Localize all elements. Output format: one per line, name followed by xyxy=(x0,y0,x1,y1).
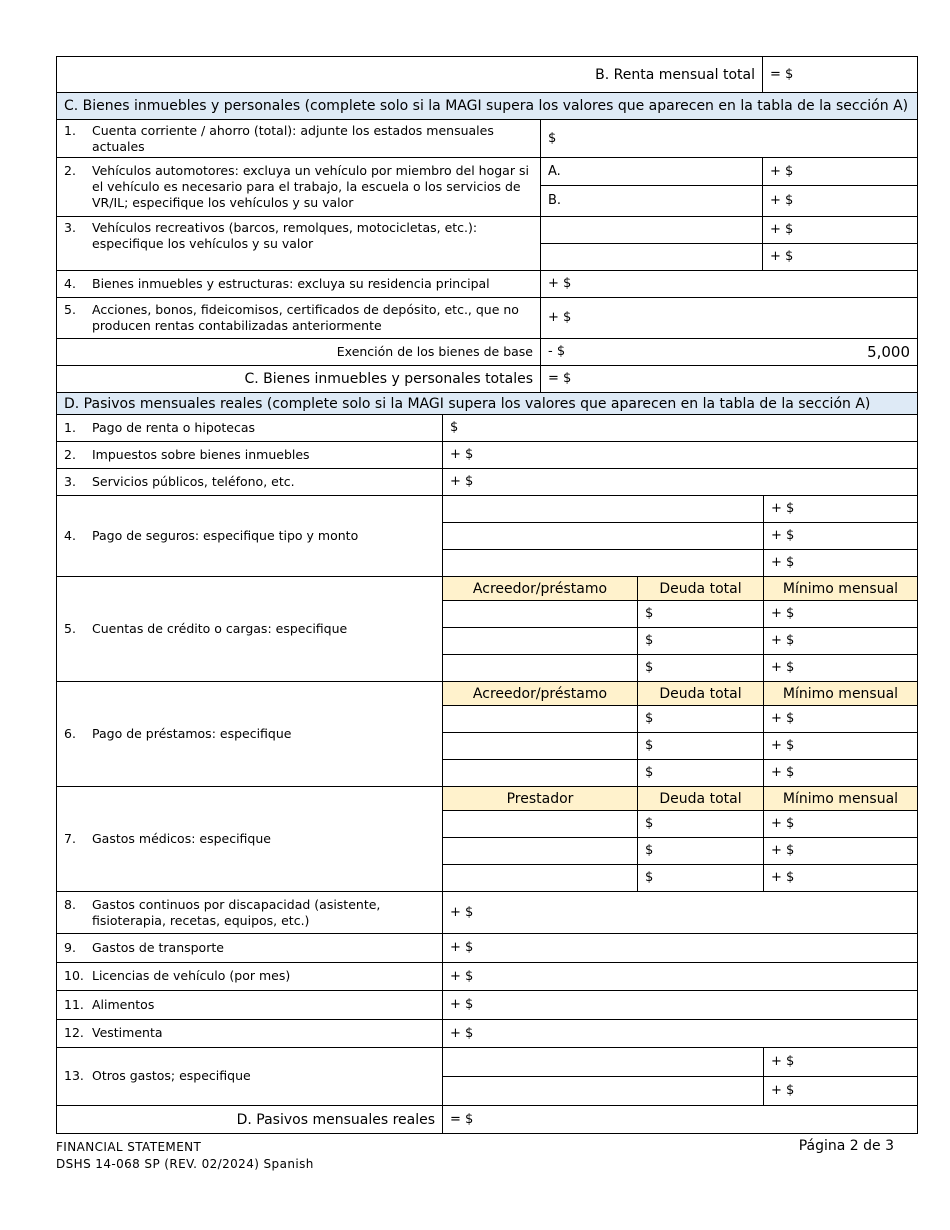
medical-provider-3[interactable] xyxy=(443,865,638,892)
exemption-amount: 5,000 xyxy=(867,343,911,361)
other-expense-amount-1[interactable]: + $ xyxy=(764,1048,918,1077)
liability-item-13: 13. Otros gastos; especifique xyxy=(57,1048,443,1106)
liability-item-7: 7. Gastos médicos: especifique xyxy=(57,787,443,892)
vehicle-b-value[interactable]: + $ xyxy=(763,186,918,217)
liability-item-4: 4. Pago de seguros: especifique tipo y monto xyxy=(57,496,443,577)
liability-1-field[interactable]: $ xyxy=(443,415,918,442)
liability-10-field[interactable]: + $ xyxy=(443,963,918,991)
loan-col-creditor: Acreedor/préstamo xyxy=(443,682,638,706)
loan-min-2[interactable]: + $ xyxy=(764,733,918,760)
loan-min-3[interactable]: + $ xyxy=(764,760,918,787)
other-expense-desc-1[interactable] xyxy=(443,1048,764,1077)
credit-col-debt: Deuda total xyxy=(638,577,764,601)
asset-1-field[interactable]: $ xyxy=(541,120,918,158)
credit-col-min: Mínimo mensual xyxy=(764,577,918,601)
medical-debt-1[interactable]: $ xyxy=(638,811,764,838)
renta-mensual-total-field[interactable]: = $ xyxy=(763,57,918,93)
liability-item-9: 9. Gastos de transporte xyxy=(57,934,443,963)
insurance-type-3[interactable] xyxy=(443,550,764,577)
liability-11-field[interactable]: + $ xyxy=(443,991,918,1020)
liability-item-2: 2. Impuestos sobre bienes inmuebles xyxy=(57,442,443,469)
rv-b-field[interactable] xyxy=(541,244,763,271)
assets-table xyxy=(56,56,918,393)
asset-item-3: 3. Vehículos recreativos (barcos, remolques, motocicletas, etc.): especifique los vehículos y su valor xyxy=(57,217,541,271)
medical-min-2[interactable]: + $ xyxy=(764,838,918,865)
vehicle-b-field[interactable]: B. xyxy=(541,186,763,217)
credit-debt-1[interactable]: $ xyxy=(638,601,764,628)
liability-item-8: 8. Gastos continuos por discapacidad (asistente, fisioterapia, recetas, equipos, etc.) xyxy=(57,892,443,934)
form-footer xyxy=(56,1139,314,1173)
loan-col-min: Mínimo mensual xyxy=(764,682,918,706)
rv-a-value[interactable]: + $ xyxy=(763,217,918,244)
medical-min-3[interactable]: + $ xyxy=(764,865,918,892)
asset-item-4: 4. Bienes inmuebles y estructuras: excluya su residencia principal xyxy=(57,271,541,298)
asset-item-1: 1. Cuenta corriente / ahorro (total): adjunte los estados mensuales actuales xyxy=(57,120,541,158)
liabilities-total-field[interactable]: = $ xyxy=(443,1106,918,1134)
loan-min-1[interactable]: + $ xyxy=(764,706,918,733)
credit-min-1[interactable]: + $ xyxy=(764,601,918,628)
section-c-header: C. Bienes inmuebles y personales (complete solo si la MAGI supera los valores que aparecen en la tabla de la sección A) xyxy=(57,93,918,120)
insurance-type-2[interactable] xyxy=(443,523,764,550)
exemption-prefix: - $ xyxy=(548,344,566,359)
credit-creditor-1[interactable] xyxy=(443,601,638,628)
liability-8-field[interactable]: + $ xyxy=(443,892,918,934)
liability-3-field[interactable]: + $ xyxy=(443,469,918,496)
credit-min-3[interactable]: + $ xyxy=(764,655,918,682)
medical-col-debt: Deuda total xyxy=(638,787,764,811)
asset-4-field[interactable]: + $ xyxy=(541,271,918,298)
liability-2-field[interactable]: + $ xyxy=(443,442,918,469)
liability-item-1: 1. Pago de renta o hipotecas xyxy=(57,415,443,442)
liability-item-3: 3. Servicios públicos, teléfono, etc. xyxy=(57,469,443,496)
page-number: Página 2 de 3 xyxy=(798,1138,894,1154)
liabilities-table xyxy=(56,392,918,1134)
medical-provider-1[interactable] xyxy=(443,811,638,838)
rv-a-field[interactable] xyxy=(541,217,763,244)
loan-creditor-3[interactable] xyxy=(443,760,638,787)
renta-mensual-total-label: B. Renta mensual total xyxy=(57,57,763,93)
credit-col-creditor: Acreedor/préstamo xyxy=(443,577,638,601)
rv-b-value[interactable]: + $ xyxy=(763,244,918,271)
insurance-amount-1[interactable]: + $ xyxy=(764,496,918,523)
credit-debt-3[interactable]: $ xyxy=(638,655,764,682)
medical-col-provider: Prestador xyxy=(443,787,638,811)
other-expense-amount-2[interactable]: + $ xyxy=(764,1077,918,1106)
form-title: FINANCIAL STATEMENT xyxy=(56,1140,202,1154)
credit-min-2[interactable]: + $ xyxy=(764,628,918,655)
insurance-amount-2[interactable]: + $ xyxy=(764,523,918,550)
loan-debt-2[interactable]: $ xyxy=(638,733,764,760)
medical-min-1[interactable]: + $ xyxy=(764,811,918,838)
liabilities-total-label: D. Pasivos mensuales reales xyxy=(57,1106,443,1134)
loan-debt-3[interactable]: $ xyxy=(638,760,764,787)
loan-creditor-1[interactable] xyxy=(443,706,638,733)
asset-item-2: 2. Vehículos automotores: excluya un vehículo por miembro del hogar si el vehículo es necesario para el trabajo, la escuela o los servicios de VR/IL; especifique los vehículos y su valor xyxy=(57,158,541,217)
liability-item-5: 5. Cuentas de crédito o cargas: especifique xyxy=(57,577,443,682)
assets-total-label: C. Bienes inmuebles y personales totales xyxy=(57,366,541,393)
liability-item-12: 12. Vestimenta xyxy=(57,1020,443,1048)
medical-debt-3[interactable]: $ xyxy=(638,865,764,892)
exemption-label: Exención de los bienes de base xyxy=(57,339,541,366)
liability-9-field[interactable]: + $ xyxy=(443,934,918,963)
liability-item-11: 11. Alimentos xyxy=(57,991,443,1020)
insurance-amount-3[interactable]: + $ xyxy=(764,550,918,577)
loan-debt-1[interactable]: $ xyxy=(638,706,764,733)
assets-total-field[interactable]: = $ xyxy=(541,366,918,393)
vehicle-a-value[interactable]: + $ xyxy=(763,158,918,186)
liability-item-6: 6. Pago de préstamos: especifique xyxy=(57,682,443,787)
asset-item-5: 5. Acciones, bonos, fideicomisos, certificados de depósito, etc., que no producen rentas contabilizadas anteriormente xyxy=(57,298,541,339)
asset-5-field[interactable]: + $ xyxy=(541,298,918,339)
exemption-field xyxy=(541,339,918,366)
other-expense-desc-2[interactable] xyxy=(443,1077,764,1106)
loan-col-debt: Deuda total xyxy=(638,682,764,706)
credit-creditor-2[interactable] xyxy=(443,628,638,655)
credit-debt-2[interactable]: $ xyxy=(638,628,764,655)
liability-item-10: 10. Licencias de vehículo (por mes) xyxy=(57,963,443,991)
medical-provider-2[interactable] xyxy=(443,838,638,865)
loan-creditor-2[interactable] xyxy=(443,733,638,760)
medical-col-min: Mínimo mensual xyxy=(764,787,918,811)
liability-12-field[interactable]: + $ xyxy=(443,1020,918,1048)
section-d-header: D. Pasivos mensuales reales (complete solo si la MAGI supera los valores que aparecen en la tabla de la sección A) xyxy=(57,393,918,415)
credit-creditor-3[interactable] xyxy=(443,655,638,682)
insurance-type-1[interactable] xyxy=(443,496,764,523)
medical-debt-2[interactable]: $ xyxy=(638,838,764,865)
form-code: DSHS 14-068 SP (REV. 02/2024) Spanish xyxy=(56,1157,314,1171)
vehicle-a-field[interactable]: A. xyxy=(541,158,763,186)
